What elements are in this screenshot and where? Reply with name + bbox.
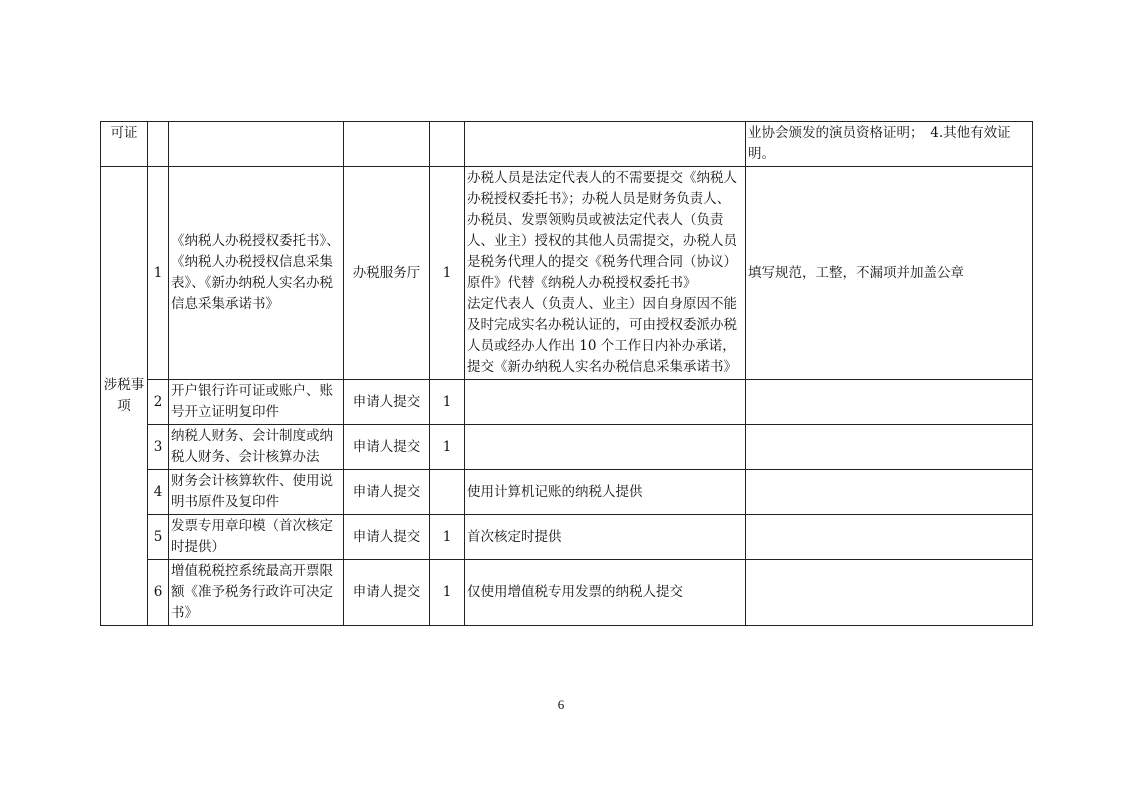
material-cell: 《纳税人办税授权委托书》、《纳税人办税授权信息采集表》、《新办纳税人实名办税信息采集承诺书》	[169, 167, 344, 380]
note-cell: 使用计算机记账的纳税人提供	[465, 470, 746, 515]
note-cell	[465, 122, 746, 167]
number-cell: 6	[148, 560, 169, 626]
requirement-cell: 填写规范，工整，不漏项并加盖公章	[746, 167, 1033, 380]
number-cell: 5	[148, 515, 169, 560]
material-cell	[169, 122, 344, 167]
copies-cell: 1	[430, 560, 465, 626]
channel-cell: 申请人提交	[344, 380, 430, 425]
note-cell: 仅使用增值税专用发票的纳税人提交	[465, 560, 746, 626]
copies-cell	[430, 470, 465, 515]
table-row	[101, 560, 1033, 626]
category-cell: 可证	[101, 122, 148, 167]
table-row	[101, 122, 1033, 167]
number-cell: 4	[148, 470, 169, 515]
channel-cell: 申请人提交	[344, 470, 430, 515]
requirement-cell	[746, 470, 1033, 515]
requirement-cell	[746, 560, 1033, 626]
note-paragraph: 法定代表人（负责人、业主）因自身原因不能及时完成实名办税认证的，可由授权委派办税人员或经办人作出 10 个工作日内补办承诺，提交《新办纳税人实名办税信息采集承诺书》	[467, 296, 737, 375]
note-paragraph: 办税人员是法定代表人的不需要提交《纳税人办税授权委托书》；办税人员是财务负责人、办税员、发票领购员或被法定代表人（负责人、业主）授权的其他人员需提交，办税人员是税务代理人的提交《税务代理合同（协议）原件》代替《纳税人办税授权委托书》	[467, 170, 737, 291]
table-row	[101, 167, 1033, 380]
table-row	[101, 425, 1033, 470]
table-row	[101, 515, 1033, 560]
copies-cell: 1	[430, 425, 465, 470]
note-cell	[465, 167, 746, 380]
note-cell: 首次核定时提供	[465, 515, 746, 560]
channel-cell: 申请人提交	[344, 515, 430, 560]
channel-cell: 申请人提交	[344, 425, 430, 470]
table-row	[101, 470, 1033, 515]
section-category-cell: 涉税事项	[101, 167, 148, 626]
material-cell: 增值税税控系统最高开票限额《准予税务行政许可决定书》	[169, 560, 344, 626]
requirement-cell: 业协会颁发的演员资格证明； 4.其他有效证明。	[746, 122, 1033, 167]
number-cell	[148, 122, 169, 167]
material-cell: 开户银行许可证或账户、账号开立证明复印件	[169, 380, 344, 425]
channel-cell: 申请人提交	[344, 560, 430, 626]
note-cell	[465, 380, 746, 425]
copies-cell: 1	[430, 380, 465, 425]
note-cell	[465, 425, 746, 470]
copies-cell: 1	[430, 515, 465, 560]
requirement-cell	[746, 380, 1033, 425]
channel-cell: 办税服务厅	[344, 167, 430, 380]
requirement-cell	[746, 425, 1033, 470]
copies-cell	[430, 122, 465, 167]
table-row	[101, 380, 1033, 425]
number-cell: 3	[148, 425, 169, 470]
material-cell: 财务会计核算软件、使用说明书原件及复印件	[169, 470, 344, 515]
material-cell: 纳税人财务、会计制度或纳税人财务、会计核算办法	[169, 425, 344, 470]
number-cell: 1	[148, 167, 169, 380]
requirements-table	[100, 121, 1033, 626]
material-cell: 发票专用章印模（首次核定时提供）	[169, 515, 344, 560]
page-number: 6	[557, 697, 565, 712]
number-cell: 2	[148, 380, 169, 425]
requirement-cell	[746, 515, 1033, 560]
channel-cell	[344, 122, 430, 167]
copies-cell: 1	[430, 167, 465, 380]
